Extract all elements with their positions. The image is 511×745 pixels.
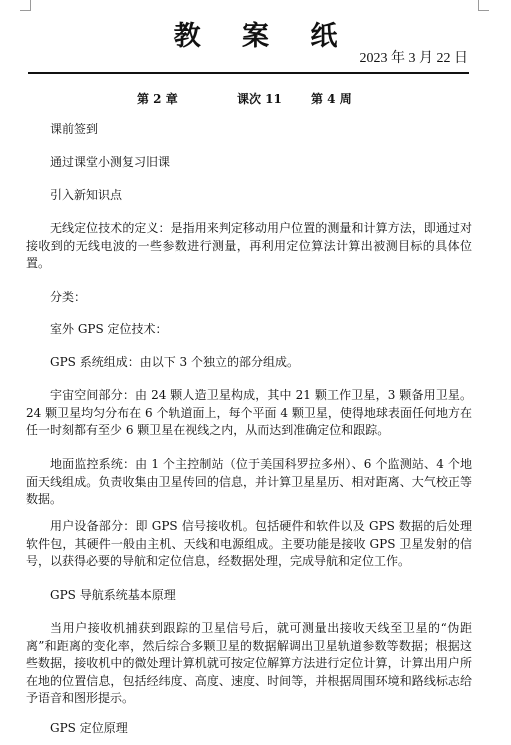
lesson-meta-row — [0, 90, 511, 106]
paragraph-introduce: 引入新知识点 — [50, 188, 123, 202]
paragraph-definition: 无线定位技术的定义：是指用来判定移动用户位置的测量和计算方法，即通过对接收到的无线电波的一些参数进行测量，再利用定位算法计算出被测目标的具体位置。 — [26, 221, 472, 270]
paragraph-space-segment: 宇宙空间部分：由 24 颗人造卫星构成，其中 21 颗工作卫星，3 颗备用卫星。24 颗卫星均匀分布在 6 个轨道面上，每个平面 4 颗卫星，使得地球表面任何地方在任一时刻都有至少 6 颗卫星在视线之内，从而达到准确定位和跟踪。 — [26, 388, 472, 437]
paragraph-gps-composition: GPS 系统组成：由以下 3 个独立的部分组成。 — [50, 355, 299, 369]
paragraph-navigation-principle: 当用户接收机捕获到跟踪的卫星信号后，就可测量出接收天线至卫星的“伪距离”和距离的变化率，然后综合多颗卫星的数据解调出卫星轨道参数等数据；根据这些数据，接收机中的微处理计算机就可按定位解算方法进行定位计算，计算出用户所在地的位置信息，包括经纬度、高度、速度、时间等，并根据周围环境和路线标志给予语音和图形提示。 — [26, 621, 472, 705]
chapter-label: 第 2 章 — [137, 92, 178, 106]
lesson-number-label: 课次 11 — [237, 92, 282, 106]
margin-corner-mark-right — [478, 0, 489, 11]
paragraph-positioning-heading: GPS 定位原理 — [50, 721, 128, 735]
date-text: 2023 年 3 月 22 日 — [359, 51, 468, 66]
paragraph-navigation-heading: GPS 导航系统基本原理 — [50, 588, 176, 602]
paragraph-ground-control: 地面监控系统：由 1 个主控制站（位于美国科罗拉多州）、6 个监测站、4 个地面天线组成。负责收集由卫星传回的信息，并计算卫星星历、相对距离、大气校正等数据。 — [26, 457, 472, 506]
paragraph-user-equipment: 用户设备部分：即 GPS 信号接收机。包括硬件和软件以及 GPS 数据的后处理软件包，其硬件一般由主机、天线和电源组成。主要功能是接收 GPS 卫星发射的信号，以获得必要的导航和定位信息，经数据处理，完成导航和定位工作。 — [26, 519, 472, 568]
paragraph-classification: 分类： — [50, 290, 87, 304]
paragraph-sign-in: 课前签到 — [50, 122, 99, 136]
week-label: 第 4 周 — [311, 92, 352, 106]
margin-corner-mark-left — [20, 0, 31, 11]
paragraph-review: 通过课堂小测复习旧课 — [50, 155, 171, 169]
header-rule — [28, 72, 469, 74]
paragraph-outdoor-gps: 室外 GPS 定位技术： — [50, 322, 168, 336]
page-title: 教 案 纸 — [173, 21, 354, 52]
